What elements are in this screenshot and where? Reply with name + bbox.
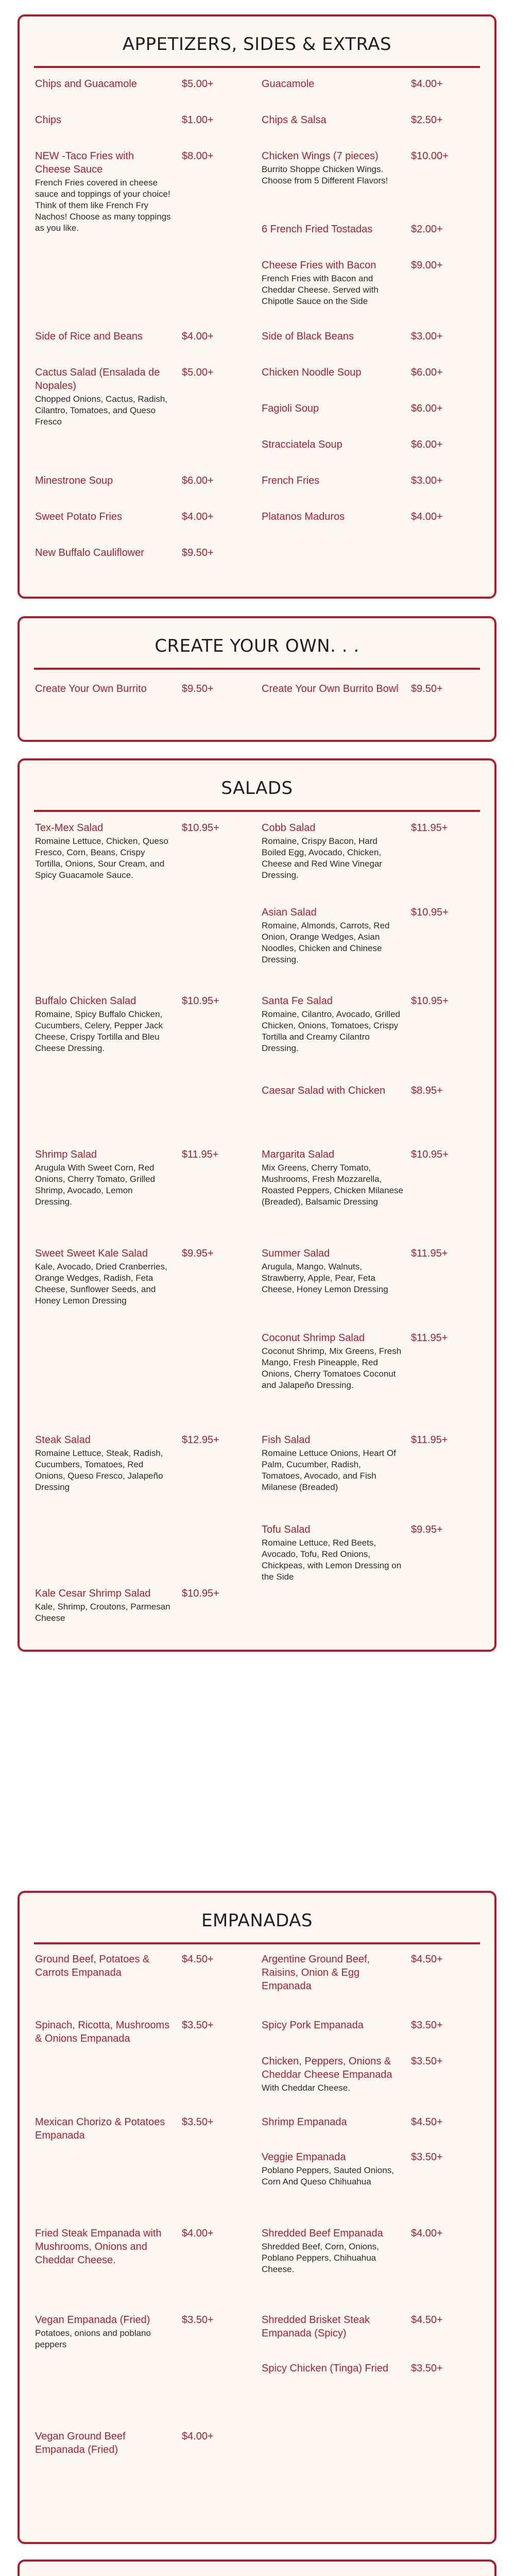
item-price: $4.00+ xyxy=(411,2228,443,2239)
menu-item[interactable] xyxy=(262,1247,478,1295)
menu-item[interactable] xyxy=(262,821,478,881)
menu-item[interactable] xyxy=(35,77,251,91)
item-name: Stracciatela Soup xyxy=(262,439,342,450)
section-title: EMPANADAS xyxy=(201,1910,313,1931)
item-name: Veggie Empanada xyxy=(262,2151,346,2163)
item-name: Fagioli Soup xyxy=(262,403,319,414)
item-name: Platanos Maduros xyxy=(262,511,345,522)
item-name: Kale Cesar Shrimp Salad xyxy=(35,1588,151,1599)
item-name: New Buffalo Cauliflower xyxy=(35,547,144,558)
menu-item[interactable] xyxy=(262,366,478,379)
menu-item[interactable] xyxy=(262,1523,478,1583)
item-name: Asian Salad xyxy=(262,907,317,918)
item-price: $11.95+ xyxy=(411,1434,448,1446)
item-name: Chips & Salsa xyxy=(262,114,327,126)
menu-item[interactable] xyxy=(35,1587,251,1624)
menu-item[interactable] xyxy=(262,113,478,127)
menu-item[interactable] xyxy=(262,474,478,487)
section-create-your-own xyxy=(18,616,496,742)
item-name: Shredded Beef Empanada xyxy=(262,2228,383,2239)
menu-item[interactable] xyxy=(35,1953,251,1979)
item-name: Argentine Ground Beef, Raisins, Onion & Egg Empanada xyxy=(262,1954,370,1992)
menu-item[interactable] xyxy=(262,1433,478,1493)
item-name: Cobb Salad xyxy=(262,822,316,834)
item-description: With Cheddar Cheese. xyxy=(262,2083,350,2093)
item-description: Coconut Shrimp, Mix Greens, Fresh Mango, Fresh Pineapple, Red Onions, Cherry Tomatoes Coconut and Jalapeño Dressing. xyxy=(262,1346,402,1390)
menu-item[interactable] xyxy=(35,1247,251,1307)
item-name: Create Your Own Burrito xyxy=(35,683,147,694)
item-price: $6.00+ xyxy=(411,367,443,378)
menu-item[interactable] xyxy=(262,223,478,236)
menu-item[interactable] xyxy=(35,510,251,523)
menu-item[interactable] xyxy=(262,682,478,696)
item-price: $4.50+ xyxy=(411,2116,443,2128)
item-price: $3.50+ xyxy=(182,2314,214,2326)
item-price: $6.00+ xyxy=(411,403,443,414)
item-description: Potatoes, onions and poblano peppers xyxy=(35,2328,151,2349)
item-price: $1.00+ xyxy=(182,114,214,126)
item-description: Arugula, Mango, Walnuts, Strawberry, Apple, Pear, Feta Cheese, Honey Lemon Dressing xyxy=(262,1262,388,1294)
item-price: $2.50+ xyxy=(411,114,443,126)
section-quesadillas xyxy=(18,2560,496,2576)
item-price: $11.95+ xyxy=(411,1332,448,1344)
item-name: Create Your Own Burrito Bowl xyxy=(262,683,399,694)
menu-item[interactable] xyxy=(262,259,478,307)
item-name: Caesar Salad with Chicken xyxy=(262,1085,386,1096)
menu-item[interactable] xyxy=(35,474,251,487)
menu-item[interactable] xyxy=(262,1084,478,1097)
item-price: $3.50+ xyxy=(411,2056,443,2067)
item-price: $3.50+ xyxy=(411,2020,443,2031)
item-name: Chicken Wings (7 pieces) xyxy=(262,150,379,162)
item-price: $9.50+ xyxy=(182,683,214,694)
item-price: $4.00+ xyxy=(411,78,443,90)
menu-item[interactable] xyxy=(35,2430,251,2456)
menu-item[interactable] xyxy=(35,682,251,696)
menu-item[interactable] xyxy=(262,2115,478,2129)
menu-item[interactable] xyxy=(262,2019,478,2032)
item-price: $3.50+ xyxy=(182,2116,214,2128)
item-description: Arugula With Sweet Corn, Red Onions, Cherry Tomato, Grilled Shrimp, Avocado, Lemon Dressing. xyxy=(35,1163,156,1207)
item-description: Shredded Beef, Corn, Onions, Poblano Peppers, Chihuahua Cheese. xyxy=(262,2242,379,2274)
item-name: Chicken Noodle Soup xyxy=(262,367,362,378)
item-price: $4.00+ xyxy=(182,331,214,342)
item-name: Vegan Empanada (Fried) xyxy=(35,2314,150,2326)
menu-item[interactable] xyxy=(262,906,478,965)
item-description: Chopped Onions, Cactus, Radish, Cilantro, Tomatoes, and Queso Fresco xyxy=(35,394,168,427)
item-price: $4.50+ xyxy=(411,2314,443,2326)
item-name: Santa Fe Salad xyxy=(262,995,333,1007)
menu-item[interactable] xyxy=(35,1148,251,1208)
item-price: $5.00+ xyxy=(182,367,214,378)
menu-item[interactable] xyxy=(35,1433,251,1493)
item-price: $4.00+ xyxy=(182,2228,214,2239)
menu-item[interactable] xyxy=(262,2313,478,2340)
item-price: $3.50+ xyxy=(411,2151,443,2163)
item-name: Summer Salad xyxy=(262,1248,330,1259)
section-appetizers xyxy=(18,14,496,599)
section-divider xyxy=(34,668,480,670)
item-price: $9.95+ xyxy=(411,1524,443,1535)
item-price: $10.95+ xyxy=(411,1149,449,1160)
item-price: $9.00+ xyxy=(411,260,443,271)
item-price: $9.95+ xyxy=(182,1248,214,1259)
item-description: Romaine, Almonds, Carrots, Red Onion, Orange Wedges, Asian Noodles, Chicken and Chinese Dressing. xyxy=(262,921,390,964)
section-salads xyxy=(18,758,496,1652)
menu-item[interactable] xyxy=(262,994,478,1054)
item-name: Minestrone Soup xyxy=(35,475,113,486)
item-description: French Fries covered in cheese sauce and toppings of your choice! Think of them like French Fry Nachos! Choose as many toppings as you like. xyxy=(35,178,171,233)
item-price: $10.95+ xyxy=(411,907,449,918)
item-name: Vegan Ground Beef Empanada (Fried) xyxy=(35,2431,126,2455)
item-name: French Fries xyxy=(262,475,320,486)
item-description: Romaine Lettuce, Red Beets, Avocado, Tofu, Red Onions, Chickpeas, with Lemon Dressing on the Side xyxy=(262,1538,402,1582)
item-price: $4.00+ xyxy=(182,511,214,522)
menu-item[interactable] xyxy=(35,2227,251,2267)
item-price: $10.00+ xyxy=(411,150,449,162)
item-name: Fried Steak Empanada with Mushrooms, Onions and Cheddar Cheese. xyxy=(35,2228,162,2266)
menu-item[interactable] xyxy=(35,546,251,560)
menu-item[interactable] xyxy=(35,366,251,428)
section-title: CREATE YOUR OWN. . . xyxy=(154,636,359,656)
item-price: $4.50+ xyxy=(411,1954,443,1965)
menu-item[interactable] xyxy=(35,113,251,127)
menu-item[interactable] xyxy=(262,2227,478,2275)
menu-item[interactable] xyxy=(262,149,478,187)
menu-item[interactable] xyxy=(262,1148,478,1208)
item-price: $12.95+ xyxy=(182,1434,219,1446)
menu-item[interactable] xyxy=(35,2313,251,2350)
item-price: $6.00+ xyxy=(411,439,443,450)
item-name: Mexican Chorizo & Potatoes Empanada xyxy=(35,2116,165,2141)
item-name: Chips and Guacamole xyxy=(35,78,137,90)
item-price: $8.95+ xyxy=(411,1085,443,1096)
item-name: Sweet Potato Fries xyxy=(35,511,122,522)
item-price: $3.50+ xyxy=(182,2020,214,2031)
item-price: $5.00+ xyxy=(182,78,214,90)
item-price: $3.00+ xyxy=(411,331,443,342)
item-name: Chips xyxy=(35,114,62,126)
item-name: Margarita Salad xyxy=(262,1149,335,1160)
item-name: Tex-Mex Salad xyxy=(35,822,104,834)
menu-item[interactable] xyxy=(262,1331,478,1391)
item-name: Shrimp Empanada xyxy=(262,2116,347,2128)
item-description: Romaine, Spicy Buffalo Chicken, Cucumbers, Celery, Pepper Jack Cheese, Crispy Tortilla and Bleu Cheese Dressing. xyxy=(35,1009,163,1053)
item-description: Kale, Shrimp, Croutons, Parmesan Cheese xyxy=(35,1602,170,1623)
section-title: SALADS xyxy=(221,778,293,799)
item-name: Tofu Salad xyxy=(262,1524,311,1535)
item-price: $10.95+ xyxy=(411,995,449,1007)
section-divider xyxy=(34,810,480,812)
item-price: $3.00+ xyxy=(411,475,443,486)
menu-item[interactable] xyxy=(35,2019,251,2045)
menu-item[interactable] xyxy=(35,821,251,881)
menu-item[interactable] xyxy=(262,2362,478,2375)
item-name: Guacamole xyxy=(262,78,315,90)
item-name: Side of Black Beans xyxy=(262,331,354,342)
item-description: Romaine Lettuce Onions, Heart Of Palm, Cucumber, Radish, Tomatoes, Avocado, and Fish Milanese (Breaded) xyxy=(262,1448,396,1492)
menu-item[interactable] xyxy=(262,2055,478,2094)
item-price: $11.95+ xyxy=(411,822,448,834)
item-name: Spinach, Ricotta, Mushrooms & Onions Empanada xyxy=(35,2020,170,2044)
item-price: $8.00+ xyxy=(182,150,214,162)
item-description: Burrito Shoppe Chicken Wings. Choose from 5 Different Flavors! xyxy=(262,164,388,185)
item-description: Romaine Lettuce, Chicken, Queso Fresco, Corn, Beans, Crispy Tortilla, Onions, Sour Cream, and Spicy Guacamole Sauce. xyxy=(35,836,168,880)
menu-item[interactable] xyxy=(262,510,478,523)
item-name: Spicy Chicken (Tinga) Fried xyxy=(262,2363,389,2374)
item-price: $4.00+ xyxy=(411,511,443,522)
menu-item[interactable] xyxy=(35,330,251,343)
item-price: $4.00+ xyxy=(182,2431,214,2442)
item-description: Poblano Peppers, Sauted Onions, Corn And Queso Chihuahua xyxy=(262,2165,394,2187)
item-price: $10.95+ xyxy=(182,1588,219,1599)
menu-item[interactable] xyxy=(35,149,251,234)
menu-item[interactable] xyxy=(262,402,478,415)
item-description: Romaine, Crispy Bacon, Hard Boiled Egg, Avocado, Chicken, Cheese and Red Wine Vinegar Dressing. xyxy=(262,836,383,880)
item-name: Cactus Salad (Ensalada de Nopales) xyxy=(35,367,160,392)
item-price: $2.00+ xyxy=(411,224,443,235)
section-divider xyxy=(34,1942,480,1944)
item-description: Romaine, Cilantro, Avocado, Grilled Chicken, Onions, Tomatoes, Crispy Tortilla and Creamy Cilantro Dressing. xyxy=(262,1009,400,1053)
item-name: Chicken, Peppers, Onions & Cheddar Cheese Empanada xyxy=(262,2056,392,2080)
menu-item[interactable] xyxy=(262,438,478,451)
item-name: Sweet Sweet Kale Salad xyxy=(35,1248,148,1259)
item-name: Cheese Fries with Bacon xyxy=(262,260,376,271)
item-name: Side of Rice and Beans xyxy=(35,331,143,342)
item-price: $11.95+ xyxy=(411,1248,448,1259)
item-description: Romaine Lettuce, Steak, Radish, Cucumbers, Tomatoes, Red Onions, Queso Fresco, Jalapeño Dressing xyxy=(35,1448,163,1492)
item-description: Kale, Avocado, Dried Cranberries, Orange Wedges, Radish, Feta Cheese, Sunflower Seeds, and Honey Lemon Dressing xyxy=(35,1262,167,1306)
item-name: Buffalo Chicken Salad xyxy=(35,995,136,1007)
item-price: $9.50+ xyxy=(182,547,214,558)
item-description: Mix Greens, Cherry Tomato, Mushrooms, Fresh Mozzarella, Roasted Peppers, Chicken Milanese (Breaded), Balsamic Dressing xyxy=(262,1163,403,1207)
item-name: Spicy Pork Empanada xyxy=(262,2020,364,2031)
item-name: Coconut Shrimp Salad xyxy=(262,1332,365,1344)
item-name: NEW -Taco Fries with Cheese Sauce xyxy=(35,150,134,175)
item-name: 6 French Fried Tostadas xyxy=(262,224,373,235)
item-price: $6.00+ xyxy=(182,475,214,486)
menu-item[interactable] xyxy=(262,330,478,343)
item-name: Shredded Brisket Steak Empanada (Spicy) xyxy=(262,2314,370,2339)
menu-item[interactable] xyxy=(35,994,251,1054)
item-description: French Fries with Bacon and Cheddar Cheese. Served with Chipotle Sauce on the Side xyxy=(262,274,379,306)
menu-item[interactable] xyxy=(262,77,478,91)
item-price: $4.50+ xyxy=(182,1954,214,1965)
item-name: Steak Salad xyxy=(35,1434,91,1446)
item-name: Shrimp Salad xyxy=(35,1149,97,1160)
menu-item[interactable] xyxy=(35,2115,251,2142)
item-price: $10.95+ xyxy=(182,822,219,834)
item-price: $10.95+ xyxy=(182,995,219,1007)
menu-item[interactable] xyxy=(262,1953,478,1993)
item-price: $9.50+ xyxy=(411,683,443,694)
menu-item[interactable] xyxy=(262,2150,478,2188)
item-name: Ground Beef, Potatoes & Carrots Empanada xyxy=(35,1954,150,1978)
item-price: $11.95+ xyxy=(182,1149,219,1160)
item-name: Fish Salad xyxy=(262,1434,311,1446)
section-title: APPETIZERS, SIDES & EXTRAS xyxy=(122,34,392,55)
section-divider xyxy=(34,66,480,68)
section-empanadas xyxy=(18,1891,496,2544)
item-price: $3.50+ xyxy=(411,2363,443,2374)
